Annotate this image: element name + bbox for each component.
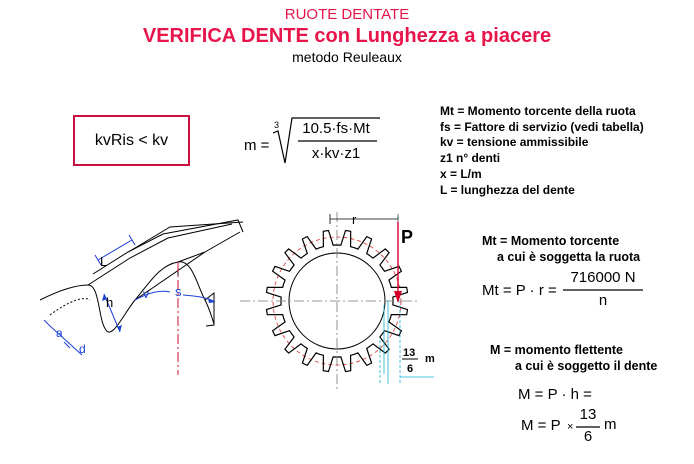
tooth-arrows: [102, 294, 215, 332]
module-lhs: m =: [244, 137, 270, 154]
label-a: a: [56, 326, 63, 340]
legend-item: z1 n° denti: [440, 151, 501, 166]
torque-numerator: 716000 N: [570, 269, 636, 286]
label-radius: r: [352, 212, 357, 227]
moment-note-line2: a cui è soggetto il dente: [515, 359, 658, 373]
label-v: v: [143, 287, 149, 301]
dist-denominator: 6: [407, 363, 414, 375]
moment-formula-2-lhs: M = P: [521, 417, 561, 434]
condition-text: kvRis < kv: [94, 131, 169, 149]
torque-lhs: Mt = P · r =: [482, 282, 557, 299]
torque-note-line2: a cui è soggetta la ruota: [497, 250, 641, 264]
module-numerator: 10.5·fs·Mt: [302, 120, 370, 137]
label-d: d: [79, 342, 86, 356]
legend-item: x = L/m: [440, 166, 482, 181]
torque-note-line1: Mt = Momento torcente: [482, 234, 620, 248]
moment-denominator: 6: [583, 428, 593, 445]
tooth-drawing: [40, 220, 243, 332]
legend-item: Mt = Momento torcente della ruota: [440, 104, 636, 118]
page-title: VERIFICA DENTE con Lunghezza a piacere: [142, 25, 552, 47]
dist-numerator: 13: [403, 347, 416, 359]
legend-item: L = lunghezza del dente: [440, 182, 575, 197]
module-denominator: x·kv·z1: [311, 145, 361, 162]
radical-sign: [273, 118, 380, 163]
moment-numerator: 13: [579, 406, 597, 423]
moment-times: ×: [567, 421, 574, 433]
label-L: L: [100, 254, 108, 269]
method-label: metodo Reuleaux: [292, 49, 402, 65]
subtitle: RUOTE DENTATE: [284, 6, 410, 23]
moment-note-line1: M = momento flettente: [490, 343, 623, 357]
moment-unit: m: [604, 416, 617, 433]
moment-formula-1: M = P · h =: [518, 386, 592, 403]
label-force: P: [401, 227, 414, 247]
root-index: 3: [274, 120, 280, 130]
torque-denominator: n: [598, 292, 608, 309]
label-h: h: [106, 295, 114, 310]
legend-item: kv = tensione ammissibile: [440, 135, 589, 150]
tooth-dimensions: [44, 235, 215, 355]
label-s: s: [175, 284, 182, 299]
dist-unit: m: [425, 353, 435, 365]
legend-item: fs = Fattore di servizio (vedi tabella): [440, 119, 644, 134]
